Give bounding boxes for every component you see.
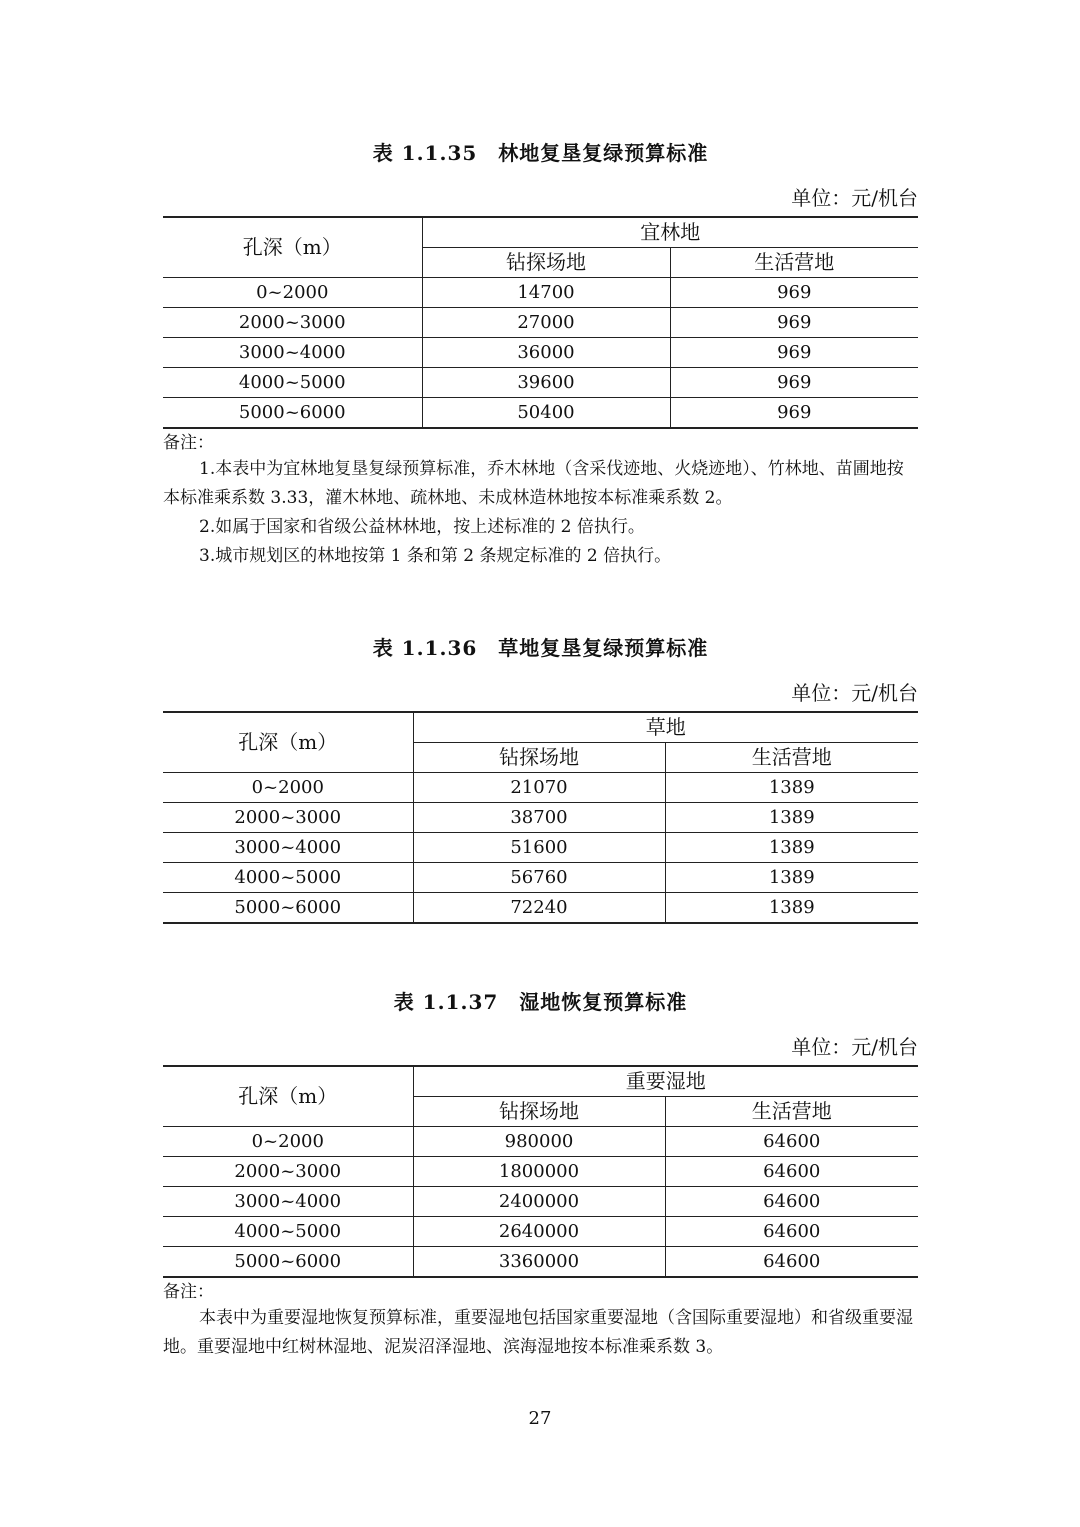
note-item: 3.城市规划区的林地按第 1 条和第 2 条规定标准的 2 倍执行。 bbox=[199, 546, 672, 566]
row-header-depth: 孔深（m） bbox=[163, 1066, 413, 1127]
living-camp-cell: 1389 bbox=[665, 893, 918, 924]
depth-cell: 5000~6000 bbox=[163, 1247, 413, 1278]
drilling-site-cell: 980000 bbox=[413, 1127, 665, 1157]
table-section-grassland bbox=[163, 633, 918, 924]
row-header-depth: 孔深（m） bbox=[163, 712, 413, 773]
depth-cell: 5000~6000 bbox=[163, 893, 413, 924]
table-row bbox=[163, 863, 918, 893]
living-camp-cell: 969 bbox=[670, 368, 918, 398]
living-camp-cell: 64600 bbox=[665, 1157, 918, 1187]
unit-label: 单位：元/机台 bbox=[791, 681, 918, 705]
living-camp-cell: 64600 bbox=[665, 1217, 918, 1247]
notes-label: 备注： bbox=[163, 1282, 214, 1302]
drilling-site-cell: 36000 bbox=[422, 338, 670, 368]
depth-cell: 2000~3000 bbox=[163, 1157, 413, 1187]
living-camp-cell: 1389 bbox=[665, 833, 918, 863]
table-title: 表 1.1.36 草地复垦复绿预算标准 bbox=[372, 636, 709, 660]
living-camp-cell: 1389 bbox=[665, 773, 918, 803]
drilling-site-cell: 39600 bbox=[422, 368, 670, 398]
living-camp-cell: 64600 bbox=[665, 1247, 918, 1278]
depth-cell: 2000~3000 bbox=[163, 308, 422, 338]
drilling-site-cell: 56760 bbox=[413, 863, 665, 893]
group-header: 重要湿地 bbox=[413, 1066, 918, 1097]
drilling-site-cell: 21070 bbox=[413, 773, 665, 803]
living-camp-cell: 1389 bbox=[665, 863, 918, 893]
depth-cell: 0~2000 bbox=[163, 1127, 413, 1157]
group-header: 草地 bbox=[413, 712, 918, 743]
table-row bbox=[163, 833, 918, 863]
table-row bbox=[163, 803, 918, 833]
living-camp-cell: 64600 bbox=[665, 1127, 918, 1157]
drilling-site-cell: 3360000 bbox=[413, 1247, 665, 1278]
table-row bbox=[163, 1187, 918, 1217]
depth-cell: 4000~5000 bbox=[163, 863, 413, 893]
depth-cell: 3000~4000 bbox=[163, 833, 413, 863]
col-header-living-camp: 生活营地 bbox=[665, 1097, 918, 1127]
table-row bbox=[163, 398, 918, 429]
depth-cell: 3000~4000 bbox=[163, 338, 422, 368]
depth-cell: 3000~4000 bbox=[163, 1187, 413, 1217]
note-item: 1.本表中为宜林地复垦复绿预算标准，乔木林地（含采伐迹地、火烧迹地）、竹林地、苗圃地按本标准乘系数 3.33，灌木林地、疏林地、未成林造林地按本标准乘系数 2。 bbox=[163, 459, 904, 508]
table-title: 表 1.1.37 湿地恢复预算标准 bbox=[393, 990, 688, 1014]
table-row bbox=[163, 368, 918, 398]
living-camp-cell: 969 bbox=[670, 398, 918, 429]
page-number: 27 bbox=[528, 1408, 552, 1429]
col-header-drilling-site: 钻探场地 bbox=[422, 248, 670, 278]
group-header: 宜林地 bbox=[422, 217, 918, 248]
drilling-site-cell: 14700 bbox=[422, 278, 670, 308]
table-row bbox=[163, 1247, 918, 1278]
depth-cell: 2000~3000 bbox=[163, 803, 413, 833]
table-section-wetland bbox=[163, 987, 918, 1362]
living-camp-cell: 1389 bbox=[665, 803, 918, 833]
budget-table bbox=[163, 1065, 918, 1278]
budget-table bbox=[163, 711, 918, 924]
drilling-site-cell: 72240 bbox=[413, 893, 665, 924]
row-header-depth: 孔深（m） bbox=[163, 217, 422, 278]
table-row bbox=[163, 773, 918, 803]
table-notes bbox=[163, 431, 918, 571]
living-camp-cell: 969 bbox=[670, 308, 918, 338]
drilling-site-cell: 38700 bbox=[413, 803, 665, 833]
drilling-site-cell: 50400 bbox=[422, 398, 670, 429]
col-header-drilling-site: 钻探场地 bbox=[413, 743, 665, 773]
table-row bbox=[163, 893, 918, 924]
note-item: 2.如属于国家和省级公益林林地，按上述标准的 2 倍执行。 bbox=[199, 517, 645, 537]
table-title: 表 1.1.35 林地复垦复绿预算标准 bbox=[372, 141, 709, 165]
depth-cell: 4000~5000 bbox=[163, 1217, 413, 1247]
depth-cell: 5000~6000 bbox=[163, 398, 422, 429]
drilling-site-cell: 2400000 bbox=[413, 1187, 665, 1217]
unit-label: 单位：元/机台 bbox=[791, 1035, 918, 1059]
col-header-living-camp: 生活营地 bbox=[670, 248, 918, 278]
depth-cell: 4000~5000 bbox=[163, 368, 422, 398]
depth-cell: 0~2000 bbox=[163, 278, 422, 308]
unit-label: 单位：元/机台 bbox=[791, 186, 918, 210]
living-camp-cell: 969 bbox=[670, 278, 918, 308]
living-camp-cell: 64600 bbox=[665, 1187, 918, 1217]
table-row bbox=[163, 1127, 918, 1157]
table-row bbox=[163, 1157, 918, 1187]
col-header-living-camp: 生活营地 bbox=[665, 743, 918, 773]
depth-cell: 0~2000 bbox=[163, 773, 413, 803]
table-row bbox=[163, 338, 918, 368]
living-camp-cell: 969 bbox=[670, 338, 918, 368]
drilling-site-cell: 2640000 bbox=[413, 1217, 665, 1247]
col-header-drilling-site: 钻探场地 bbox=[413, 1097, 665, 1127]
table-section-forest bbox=[163, 138, 918, 571]
table-row bbox=[163, 308, 918, 338]
budget-table bbox=[163, 216, 918, 429]
drilling-site-cell: 27000 bbox=[422, 308, 670, 338]
note-item: 本表中为重要湿地恢复预算标准，重要湿地包括国家重要湿地（含国际重要湿地）和省级重要湿地。重要湿地中红树林湿地、泥炭沼泽湿地、滨海湿地按本标准乘系数 3。 bbox=[163, 1308, 913, 1357]
table-row bbox=[163, 278, 918, 308]
drilling-site-cell: 1800000 bbox=[413, 1157, 665, 1187]
table-notes bbox=[163, 1280, 918, 1362]
notes-label: 备注： bbox=[163, 433, 214, 453]
table-row bbox=[163, 1217, 918, 1247]
drilling-site-cell: 51600 bbox=[413, 833, 665, 863]
